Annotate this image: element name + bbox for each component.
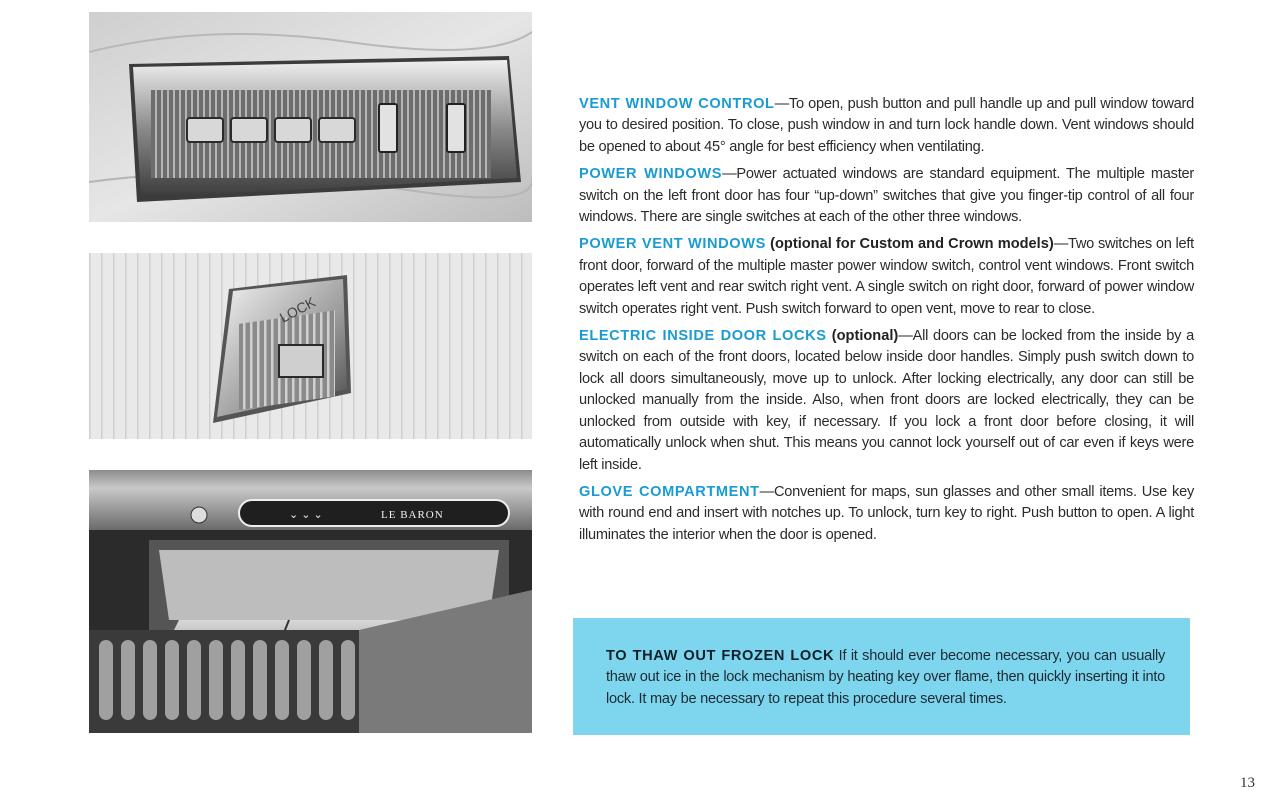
glove-compartment-photo bbox=[89, 470, 532, 733]
section-body: —Convenient for maps, sun glasses and other small items. Use key with round end and insert with notches up. To unlock, turn key to right. Push button to open. A light illuminates the interior when the door is opened. bbox=[579, 483, 1195, 543]
section-qualifier: (optional) bbox=[826, 328, 899, 345]
tip-heading: TO THAW OUT FROZEN LOCK bbox=[606, 648, 835, 664]
section-glove-compartment bbox=[579, 482, 1194, 546]
section-heading: VENT WINDOW CONTROL bbox=[579, 96, 775, 112]
section-electric-inside-door-locks bbox=[579, 326, 1194, 476]
lock-label: LOCK bbox=[276, 293, 319, 326]
tip-text bbox=[606, 646, 1165, 710]
power-window-master-switch-photo bbox=[89, 12, 532, 222]
section-heading: POWER WINDOWS bbox=[579, 166, 723, 183]
section-body: —All doors can be locked from the inside by a switch on each of the front doors, located below inside door handles. Simply push switch down to lock all doors simultaneously, move up to unlock. After locking electrically, any door can still be unlocked manually from the inside. Also, when front doors are locked electrically, they can be unlocked from outside with key, if necessary. If you lock a front door before closing, it will automatically unlock when shut. This means you cannot lock yourself out of car even if keys were left inside. bbox=[579, 328, 1194, 473]
section-power-vent-windows bbox=[579, 234, 1194, 320]
glove-compartment-illustration bbox=[89, 470, 532, 733]
section-body: —Power actuated windows are standard equipment. The multiple master switch on the left front door has four “up-down” switches that give you finger-tip control of all four windows. There are single switches at each of the other three windows. bbox=[579, 166, 1194, 226]
nameplate-chevrons: ⌄ ⌄ ⌄ bbox=[289, 509, 323, 521]
section-body: —To open, push button and pull handle up and pull window toward you to desired position. To close, push window in and turn lock handle down. Vent windows should be opened to about 45° angle for best efficiency when ventilating. bbox=[579, 96, 1194, 155]
page-number: 13 bbox=[1240, 775, 1255, 791]
frozen-lock-tip-box bbox=[573, 618, 1190, 735]
le-baron-nameplate: LE BARON bbox=[381, 509, 444, 521]
section-qualifier: (optional for Custom and Crown models) bbox=[765, 236, 1054, 253]
tip-body: If it should ever become necessary, you can usually thaw out ice in the lock mechanism by heating key over flame, then quickly inserting it into lock. It may be necessary to repeat this procedure several times. bbox=[606, 648, 1165, 707]
section-heading: GLOVE COMPARTMENT bbox=[579, 483, 760, 500]
section-body: —Two switches on left front door, forward of the multiple master power window switch, control vent windows. Front switch operates left vent and rear switch right vent. A single switch on right door, forward of power window switch operates right vent. Push switch forward to open vent, move to rear to close. bbox=[579, 236, 1194, 317]
section-vent-window-control bbox=[579, 94, 1194, 158]
power-door-lock-switch-photo bbox=[89, 253, 532, 439]
section-heading: POWER VENT WINDOWS bbox=[579, 236, 766, 253]
master-switch-illustration bbox=[89, 12, 532, 222]
lock-switch-illustration bbox=[89, 253, 532, 439]
section-power-windows bbox=[579, 164, 1194, 228]
section-heading: ELECTRIC INSIDE DOOR LOCKS bbox=[579, 328, 827, 345]
instructions-column bbox=[579, 94, 1194, 552]
